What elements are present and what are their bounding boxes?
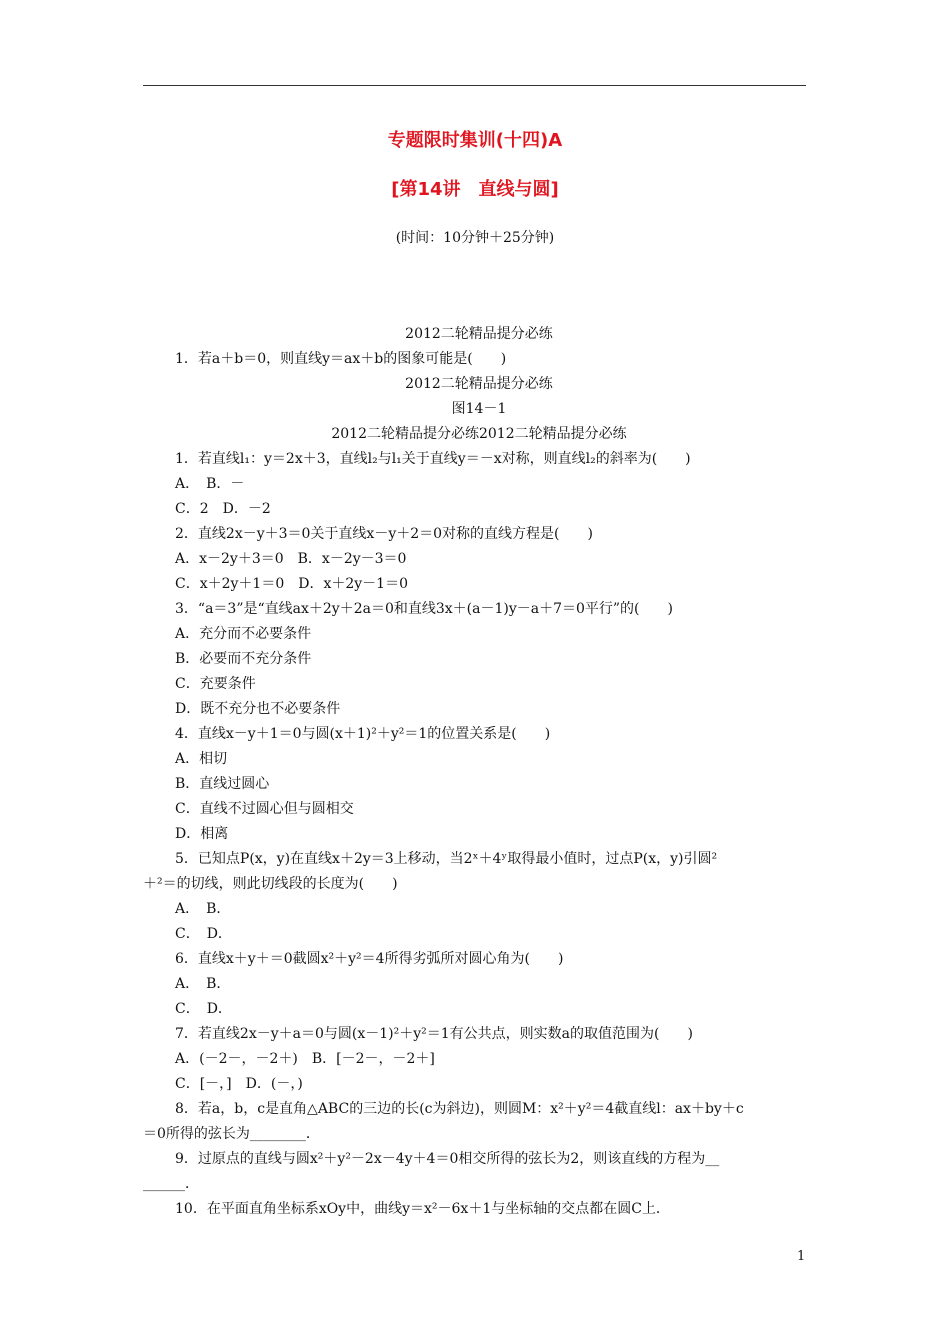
- text-line: 2012二轮精品提分必练: [405, 376, 553, 392]
- text-line: B．直线过圆心: [175, 776, 270, 792]
- text-line: A．充分而不必要条件: [175, 626, 312, 642]
- time-limit: (时间：10分钟＋25分钟): [395, 230, 555, 246]
- text-line: C．充要条件: [175, 676, 256, 692]
- text-line: 4．直线x－y＋1＝0与圆(x＋1)²＋y²＝1的位置关系是( ): [175, 726, 551, 742]
- page-subtitle: [第14讲 直线与圆]: [391, 179, 559, 200]
- text-line: 10．在平面直角坐标系xOy中，曲线y＝x²－6x＋1与坐标轴的交点都在圆C上．: [175, 1201, 670, 1217]
- text-line: A．(－2－，－2＋) B．[－2－，－2＋]: [175, 1051, 435, 1067]
- text-line: C． D．: [175, 1001, 232, 1017]
- text-line: A． B．: [175, 901, 231, 917]
- text-line: ＝0所得的弦长为________．: [143, 1126, 320, 1142]
- exercise-body: [143, 322, 815, 1222]
- text-line: 2．直线2x－y＋3＝0关于直线x－y＋2＝0对称的直线方程是( ): [175, 526, 593, 542]
- text-line: C．直线不过圆心但与圆相交: [175, 801, 354, 817]
- page-title: 专题限时集训(十四)A: [387, 130, 563, 151]
- text-line: C．2 D．－2: [175, 501, 271, 517]
- page-number: 1: [797, 1249, 806, 1264]
- text-line: ______．: [143, 1176, 199, 1192]
- text-line: 1．若直线l₁：y＝2x＋3，直线l₂与l₁关于直线y＝－x对称，则直线l₂的斜率为( ): [175, 451, 691, 467]
- text-line: 9．过原点的直线与圆x²＋y²－2x－4y＋4＝0相交所得的弦长为2，则该直线的方程为__: [175, 1151, 720, 1167]
- text-line: C． D．: [175, 926, 232, 942]
- text-line: 2012二轮精品提分必练: [405, 326, 553, 342]
- text-line: D．相离: [175, 826, 229, 842]
- text-line: ＋²＝的切线，则此切线段的长度为( ): [143, 876, 398, 892]
- text-line: 图14－1: [451, 401, 507, 417]
- text-line: B．必要而不充分条件: [175, 651, 312, 667]
- text-line: A． B．: [175, 976, 231, 992]
- text-line: A． B．－: [175, 476, 245, 492]
- text-line: D．既不充分也不必要条件: [175, 701, 341, 717]
- text-line: 6．直线x＋y＋＝0截圆x²＋y²＝4所得劣弧所对圆心角为( ): [175, 951, 564, 967]
- header-rule: [143, 85, 806, 86]
- text-line: 1．若a＋b＝0，则直线y＝ax＋b的图象可能是( ): [175, 351, 507, 367]
- text-line: A．x－2y＋3＝0 B．x－2y－3＝0: [175, 551, 407, 567]
- text-line: 2012二轮精品提分必练2012二轮精品提分必练: [331, 426, 627, 442]
- text-line: 3．“a＝3”是“直线ax＋2y＋2a＝0和直线3x＋(a－1)y－a＋7＝0平行”的( ): [175, 601, 673, 617]
- text-line: 7．若直线2x－y＋a＝0与圆(x－1)²＋y²＝1有公共点，则实数a的取值范围为( ): [175, 1026, 693, 1042]
- text-line: A．相切: [175, 751, 228, 767]
- text-line: C．x＋2y＋1＝0 D．x＋2y－1＝0: [175, 576, 408, 592]
- text-line: 5．已知点P(x，y)在直线x＋2y＝3上移动，当2ˣ＋4ʸ取得最小值时，过点P(x，y)引圆²: [175, 851, 718, 867]
- text-line: C．[－，] D．(－，): [175, 1076, 303, 1092]
- text-line: 8．若a，b，c是直角△ABC的三边的长(c为斜边)，则圆M：x²＋y²＝4截直线l：ax＋by＋c: [175, 1101, 744, 1117]
